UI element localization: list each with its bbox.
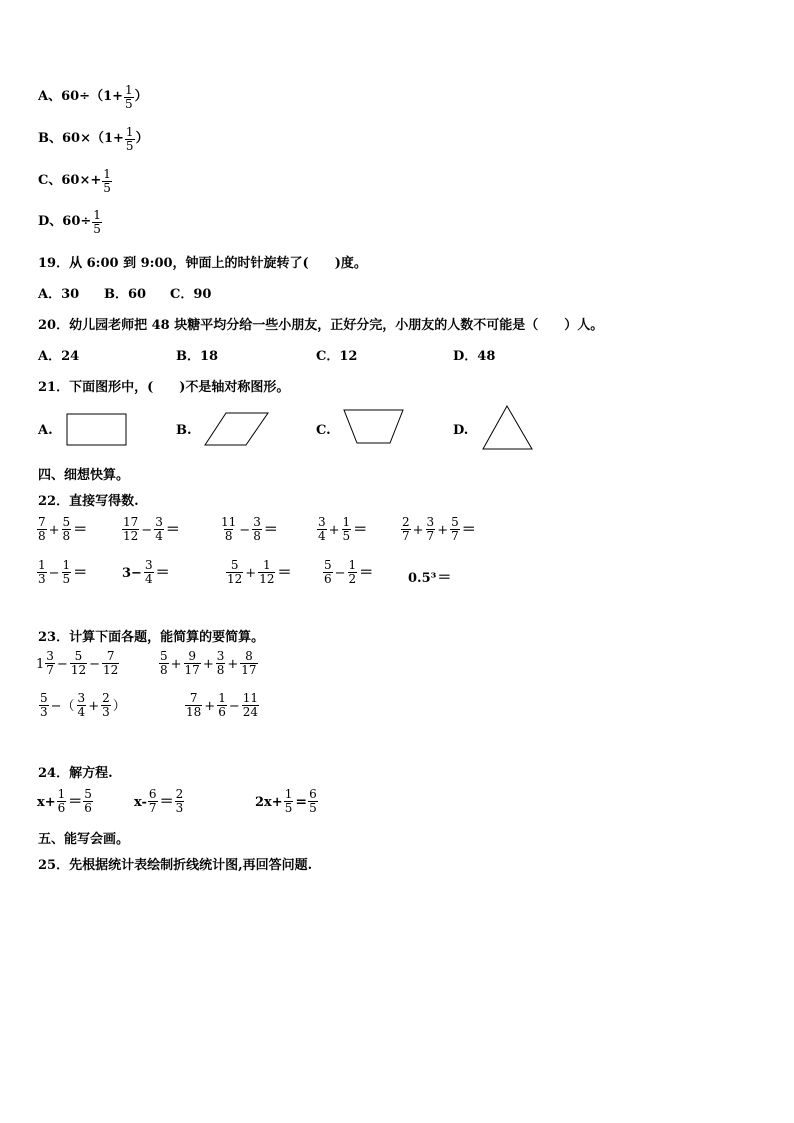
q20-option-c: C．12 [316,349,358,364]
q22-r2-e3: $\frac{5}{12}$ + $\frac{1}{12}$ ＝ [227,558,292,586]
parallelogram-shape [204,412,270,447]
fraction: $\frac{1}{5}$ [125,83,133,111]
triangle-shape [482,405,534,451]
fraction: $\frac{1}{5}$ [125,125,134,153]
q22-r2-e4: $\frac{5}{6}$ − $\frac{1}{2}$ ＝ [324,558,374,586]
q18-option-d: D、60÷ $\frac{1}{5}$ [38,208,101,236]
q22-r1-e3: $\frac{11}{8}$ − $\frac{3}{8}$ ＝ [221,515,278,543]
q25-text: 25．先根据统计表绘制折线统计图,再回答问题. [38,858,313,873]
q23-e2: $\frac{5}{8}$ + $\frac{9}{17}$ + $\frac{3}{8}$ + $\frac{8}{17}$ [160,649,257,677]
q24-eq2: x- $\frac{6}{7}$ ＝ $\frac{2}{3}$ [134,787,184,815]
q22-r2-e2: 3− $\frac{3}{4}$ ＝ [122,558,170,586]
q23-e3: $\frac{5}{3}$ −（ $\frac{3}{4}$ + $\frac{2}{3}$ ） [40,691,126,719]
fraction: $\frac{1}{5}$ [93,208,101,236]
q19-option-b: B．60 [104,287,147,302]
trapezoid-shape [343,409,405,445]
q18-option-c: C、60×+ $\frac{1}{5}$ [38,167,111,195]
q23-e4: $\frac{7}{18}$ + $\frac{1}{6}$ − $\frac{11}{24}$ [186,691,259,719]
section-5-heading: 五、能写会画。 [38,832,130,847]
q21-text: 21．下面图形中，( )不是轴对称图形。 [38,380,290,395]
q24-text: 24．解方程. [38,766,113,781]
q22-r2-e1: $\frac{1}{3}$ − $\frac{1}{5}$ ＝ [38,558,88,586]
q22-r1-e1: $\frac{7}{8}$ + $\frac{5}{8}$ ＝ [38,515,88,543]
rectangle-shape [66,413,128,447]
q21-option-a: A. [38,423,53,438]
q24-eq3: 2x+ $\frac{1}{5}$ = $\frac{6}{5}$ [255,787,317,815]
q23-text: 23．计算下面各题，能简算的要简算。 [38,630,265,645]
q24-eq1: x+ $\frac{1}{6}$ ＝ $\frac{5}{6}$ [37,787,92,815]
q22-r1-e2: $\frac{17}{12}$ − $\frac{3}{4}$ ＝ [123,515,180,543]
q22-text: 22．直接写得数. [38,494,139,509]
section-4-heading: 四、细想快算。 [38,468,130,483]
q22-r1-e5: $\frac{2}{7}$ + $\frac{3}{7}$ + $\frac{5}{7}$ ＝ [402,515,476,543]
fraction: $\frac{1}{5}$ [103,167,111,195]
q19-option-a: A．30 [38,287,80,302]
q18-option-b: B、60×（1+ $\frac{1}{5}$ ） [38,125,149,153]
q20-option-b: B．18 [176,349,219,364]
q20-option-a: A．24 [38,349,80,364]
q21-option-d: D. [453,423,469,438]
q23-e1: 1 $\frac{3}{7}$ − $\frac{5}{12}$ − $\frac{7}{12}$ [36,649,119,677]
q22-r2-e5: 0.5³＝ [408,570,452,586]
q21-option-c: C. [316,423,331,438]
q20-option-d: D．48 [453,349,496,364]
q19-option-c: C．90 [170,287,212,302]
q19-text: 19．从 6:00 到 9:00，钟面上的时针旋转了( )度。 [38,256,367,271]
q20-text: 20．幼儿园老师把 48 块糖平均分给一些小朋友，正好分完，小朋友的人数不可能是（ ）人。 [38,318,604,333]
q18-option-a: A、60÷（1+ $\frac{1}{5}$ ） [38,83,148,111]
q22-r1-e4: $\frac{3}{4}$ + $\frac{1}{5}$ ＝ [318,515,368,543]
q21-option-b: B. [176,423,192,438]
